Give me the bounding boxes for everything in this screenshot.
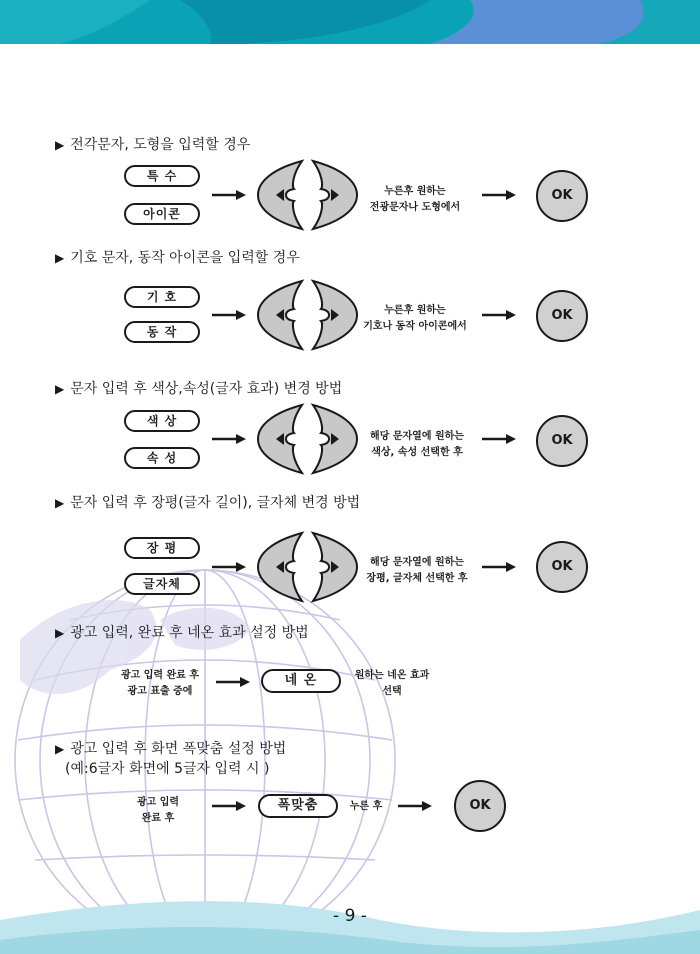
bullet-triangle-icon: ▶ (55, 496, 65, 510)
left-right-key-icon (258, 161, 357, 229)
action-button[interactable]: 동 작 (124, 321, 200, 343)
instruction-text: 누른후 원하는 전광문자나 도형에서 (369, 186, 461, 213)
ok-button[interactable]: OK (536, 541, 588, 593)
section-heading-neon: ▶ 광고 입력, 완료 후 네온 효과 설정 방법 (55, 625, 309, 641)
page-number: - 9 - (333, 906, 367, 926)
bullet-triangle-icon: ▶ (55, 138, 65, 152)
section-heading-fit: ▶ 광고 입력 후 화면 폭맞춤 설정 방법 (예:6글자 화면에 5글자 입력 시 ) (55, 741, 287, 777)
arrow-right-icon (212, 434, 246, 444)
symbol-button[interactable]: 기 호 (124, 286, 200, 308)
ok-button[interactable]: OK (536, 170, 588, 222)
ok-button[interactable]: OK (454, 780, 506, 832)
instruction-text: 원하는 네온 효과 선택 (354, 670, 430, 697)
left-right-key-icon (258, 405, 357, 473)
font-button[interactable]: 글자체 (124, 573, 200, 595)
ok-button[interactable]: OK (536, 415, 588, 467)
bullet-triangle-icon: ▶ (55, 626, 65, 640)
arrow-right-icon (216, 677, 250, 687)
instruction-text: 누른 후 (349, 801, 383, 812)
left-right-key-icon (258, 533, 357, 601)
arrow-right-icon (212, 310, 246, 320)
width-button[interactable]: 장 평 (124, 537, 200, 559)
section-heading-fullwidth: ▶ 전각문자, 도형을 입력할 경우 (55, 137, 251, 153)
special-button[interactable]: 특 수 (124, 165, 200, 187)
arrow-right-icon (482, 310, 516, 320)
arrow-right-icon (482, 190, 516, 200)
color-button[interactable]: 색 상 (124, 410, 200, 432)
attribute-button[interactable]: 속 성 (124, 447, 200, 469)
arrow-right-icon (482, 562, 516, 572)
bullet-triangle-icon: ▶ (55, 251, 65, 265)
instruction-text: 광고 입력 완료 후 광고 표출 중에 (120, 670, 200, 697)
section-heading-symbols: ▶ 기호 문자, 동작 아이콘을 입력할 경우 (55, 250, 300, 266)
bullet-triangle-icon: ▶ (55, 742, 65, 756)
instruction-text: 해당 문자열에 원하는 색상, 속성 선택한 후 (370, 431, 464, 458)
arrow-right-icon (398, 801, 432, 811)
instruction-text: 해당 문자열에 원하는 장평, 글자체 선택한 후 (366, 557, 468, 584)
instruction-text: 광고 입력 완료 후 (136, 797, 180, 824)
section-heading-width: ▶ 문자 입력 후 장평(글자 길이), 글자체 변경 방법 (55, 495, 361, 511)
neon-button[interactable]: 네 온 (261, 669, 341, 693)
left-right-key-icon (258, 281, 357, 349)
section-heading-color: ▶ 문자 입력 후 색상,속성(글자 효과) 변경 방법 (55, 381, 343, 397)
icon-button[interactable]: 아이콘 (124, 203, 200, 225)
arrow-right-icon (212, 801, 246, 811)
instruction-text: 누른후 원하는 기호나 동작 아이콘에서 (363, 305, 467, 332)
fit-width-button[interactable]: 폭맞춤 (258, 794, 338, 818)
arrow-right-icon (212, 562, 246, 572)
arrow-right-icon (482, 434, 516, 444)
arrow-right-icon (212, 190, 246, 200)
ok-button[interactable]: OK (536, 290, 588, 342)
bullet-triangle-icon: ▶ (55, 382, 65, 396)
